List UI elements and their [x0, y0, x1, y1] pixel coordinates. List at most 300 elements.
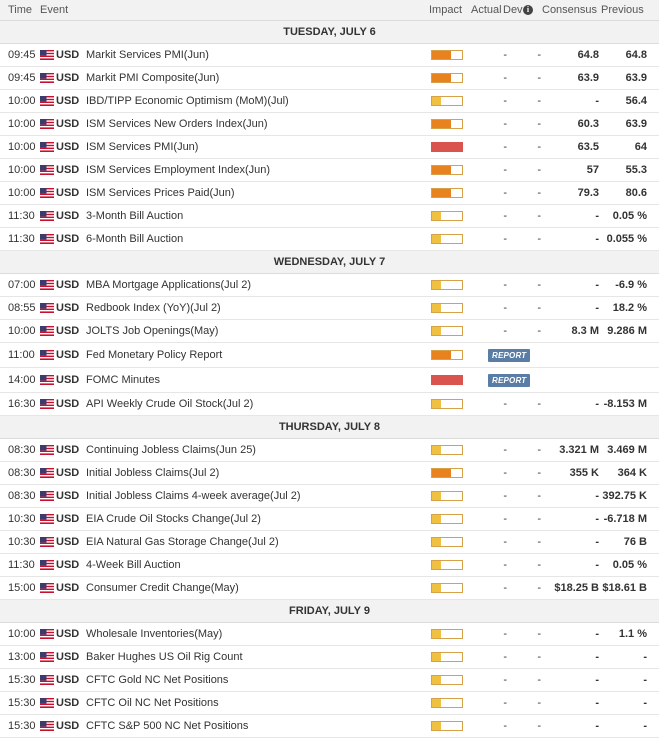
currency — [40, 95, 86, 107]
previous-value: 63.9 — [625, 72, 647, 84]
header-impact[interactable]: Impact — [429, 4, 463, 16]
us-flag-icon — [40, 675, 54, 685]
consensus-value: - — [595, 720, 599, 732]
deviation-value: - — [537, 467, 541, 479]
previous-value: 1.1 % — [618, 628, 647, 640]
event-row[interactable] — [0, 343, 659, 368]
impact-indicator — [431, 560, 471, 570]
currency-code: USD — [56, 697, 80, 709]
event-row[interactable] — [0, 228, 659, 251]
us-flag-icon — [40, 399, 54, 409]
actual-value: - — [503, 444, 507, 456]
currency — [40, 398, 86, 410]
event-row[interactable] — [0, 67, 659, 90]
currency — [40, 513, 86, 525]
impact-indicator — [431, 280, 471, 290]
impact-fill — [432, 676, 441, 684]
impact-indicator — [431, 629, 471, 639]
event-name[interactable]: 4-Week Bill Auction — [86, 559, 181, 571]
previous-value: 0.05 % — [612, 210, 647, 222]
previous-value: - — [643, 697, 647, 709]
event-row[interactable] — [0, 439, 659, 462]
calendar-header — [0, 0, 659, 21]
actual-value: - — [503, 467, 507, 479]
impact-fill — [432, 327, 441, 335]
event-time: 10:00 — [8, 164, 36, 176]
currency — [40, 72, 86, 84]
event-name[interactable]: Consumer Credit Change(May) — [86, 582, 239, 594]
impact-bar — [431, 721, 463, 731]
previous-value: 9.286 M — [607, 325, 647, 337]
actual-value: - — [503, 72, 507, 84]
event-name[interactable]: EIA Natural Gas Storage Change(Jul 2) — [86, 536, 279, 548]
currency-code: USD — [56, 49, 80, 61]
us-flag-icon — [40, 165, 54, 175]
header-event[interactable]: Event — [40, 4, 69, 16]
event-name[interactable]: Baker Hughes US Oil Rig Count — [86, 651, 243, 663]
currency-code: USD — [56, 72, 80, 84]
actual-value: - — [503, 582, 507, 594]
impact-indicator — [431, 721, 471, 731]
impact-bar — [431, 73, 463, 83]
previous-value: $18.61 B — [602, 582, 647, 594]
event-row[interactable] — [0, 113, 659, 136]
impact-indicator — [431, 73, 471, 83]
currency-code: USD — [56, 187, 80, 199]
currency — [40, 444, 86, 456]
event-row[interactable] — [0, 182, 659, 205]
impact-indicator — [431, 165, 471, 175]
currency-code: USD — [56, 210, 80, 222]
event-row[interactable] — [0, 623, 659, 646]
previous-value: 364 K — [617, 467, 647, 479]
event-name[interactable]: Wholesale Inventories(May) — [86, 628, 223, 640]
impact-fill — [432, 561, 441, 569]
event-name[interactable]: Redbook Index (YoY)(Jul 2) — [86, 302, 221, 314]
event-row[interactable] — [0, 485, 659, 508]
previous-value: 392.75 K — [602, 490, 647, 502]
impact-indicator — [431, 698, 471, 708]
impact-bar — [431, 234, 463, 244]
impact-indicator — [431, 119, 471, 129]
event-time: 13:00 — [8, 651, 36, 663]
currency-code: USD — [56, 720, 80, 732]
previous-value: 80.6 — [625, 187, 647, 199]
currency-code: USD — [56, 444, 80, 456]
currency — [40, 651, 86, 663]
actual-value: - — [503, 651, 507, 663]
deviation-value: - — [537, 582, 541, 594]
consensus-value: - — [595, 210, 599, 222]
impact-bar — [431, 629, 463, 639]
previous-value: 56.4 — [625, 95, 647, 107]
us-flag-icon — [40, 73, 54, 83]
currency — [40, 374, 86, 386]
deviation-value: - — [537, 674, 541, 686]
deviation-value: - — [537, 95, 541, 107]
event-time: 07:00 — [8, 279, 36, 291]
impact-bar — [431, 96, 463, 106]
event-name[interactable]: FOMC Minutes — [86, 374, 160, 386]
day-header: WEDNESDAY, JULY 7 — [0, 251, 659, 274]
event-row[interactable] — [0, 508, 659, 531]
previous-value: 0.05 % — [612, 559, 647, 571]
deviation-value: - — [537, 559, 541, 571]
impact-bar — [431, 491, 463, 501]
currency — [40, 697, 86, 709]
impact-indicator — [431, 468, 471, 478]
impact-indicator — [431, 583, 471, 593]
event-name[interactable]: ISM Services Employment Index(Jun) — [86, 164, 271, 176]
impact-indicator — [431, 375, 471, 385]
header-consensus[interactable]: Consensus — [542, 4, 598, 16]
actual-value: - — [503, 233, 507, 245]
event-name[interactable]: ISM Services New Orders Index(Jun) — [86, 118, 268, 130]
impact-fill — [432, 51, 451, 59]
us-flag-icon — [40, 234, 54, 244]
impact-bar — [431, 583, 463, 593]
info-icon[interactable]: i — [523, 5, 539, 15]
impact-indicator — [431, 303, 471, 313]
event-name[interactable]: CFTC S&P 500 NC Net Positions — [86, 720, 249, 732]
currency — [40, 582, 86, 594]
event-name[interactable]: Markit PMI Composite(Jun) — [86, 72, 220, 84]
us-flag-icon — [40, 721, 54, 731]
event-name[interactable]: API Weekly Crude Oil Stock(Jul 2) — [86, 398, 254, 410]
event-time: 14:00 — [8, 374, 36, 386]
actual-value: - — [503, 325, 507, 337]
deviation-value: - — [537, 651, 541, 663]
deviation-value: - — [537, 118, 541, 130]
actual-value: - — [503, 536, 507, 548]
event-row[interactable] — [0, 368, 659, 393]
previous-value: 3.469 M — [607, 444, 647, 456]
currency-code: USD — [56, 559, 80, 571]
previous-value: 55.3 — [625, 164, 647, 176]
event-name[interactable]: ISM Services Prices Paid(Jun) — [86, 187, 235, 199]
day-header: TUESDAY, JULY 6 — [0, 21, 659, 44]
currency — [40, 302, 86, 314]
event-row[interactable] — [0, 297, 659, 320]
deviation-value: - — [537, 697, 541, 709]
currency — [40, 49, 86, 61]
impact-fill — [432, 351, 451, 359]
header-time[interactable]: Time — [8, 4, 33, 16]
event-time: 09:45 — [8, 72, 36, 84]
event-name[interactable]: CFTC Oil NC Net Positions — [86, 697, 219, 709]
impact-bar — [431, 468, 463, 478]
currency — [40, 141, 86, 153]
impact-bar — [431, 326, 463, 336]
currency-code: USD — [56, 118, 80, 130]
impact-indicator — [431, 188, 471, 198]
event-row[interactable] — [0, 205, 659, 228]
header-actual[interactable]: Actual — [471, 4, 502, 16]
us-flag-icon — [40, 445, 54, 455]
deviation-value: - — [537, 72, 541, 84]
previous-value: -6.9 % — [615, 279, 647, 291]
deviation-value: - — [537, 233, 541, 245]
event-row[interactable] — [0, 669, 659, 692]
impact-fill — [432, 120, 451, 128]
impact-bar — [431, 675, 463, 685]
consensus-value: $18.25 B — [554, 582, 599, 594]
event-row[interactable] — [0, 462, 659, 485]
actual-value: - — [503, 513, 507, 525]
event-time: 09:45 — [8, 49, 36, 61]
us-flag-icon — [40, 652, 54, 662]
impact-bar — [431, 514, 463, 524]
us-flag-icon — [40, 514, 54, 524]
currency-code: USD — [56, 349, 80, 361]
impact-fill — [432, 722, 441, 730]
us-flag-icon — [40, 326, 54, 336]
currency — [40, 164, 86, 176]
impact-fill — [432, 97, 441, 105]
event-name[interactable]: ISM Services PMI(Jun) — [86, 141, 199, 153]
report-cell — [471, 349, 581, 362]
currency-code: USD — [56, 513, 80, 525]
consensus-value: - — [595, 651, 599, 663]
event-name[interactable]: IBD/TIPP Economic Optimism (MoM)(Jul) — [86, 95, 289, 107]
report-cell — [471, 374, 581, 387]
impact-bar — [431, 119, 463, 129]
event-time: 10:00 — [8, 628, 36, 640]
consensus-value: 3.321 M — [559, 444, 599, 456]
impact-fill — [432, 304, 441, 312]
us-flag-icon — [40, 211, 54, 221]
impact-indicator — [431, 326, 471, 336]
impact-bar — [431, 445, 463, 455]
event-row[interactable] — [0, 44, 659, 67]
previous-value: 63.9 — [625, 118, 647, 130]
deviation-value: - — [537, 444, 541, 456]
currency — [40, 325, 86, 337]
actual-value: - — [503, 164, 507, 176]
impact-indicator — [431, 652, 471, 662]
deviation-value: - — [537, 279, 541, 291]
impact-bar — [431, 50, 463, 60]
impact-bar — [431, 560, 463, 570]
impact-bar — [431, 350, 463, 360]
deviation-value: - — [537, 49, 541, 61]
currency — [40, 187, 86, 199]
actual-value: - — [503, 210, 507, 222]
event-time: 08:30 — [8, 490, 36, 502]
deviation-value: - — [537, 536, 541, 548]
event-name[interactable]: CFTC Gold NC Net Positions — [86, 674, 229, 686]
currency-code: USD — [56, 164, 80, 176]
impact-indicator — [431, 675, 471, 685]
impact-bar — [431, 280, 463, 290]
currency-code: USD — [56, 279, 80, 291]
event-name[interactable]: MBA Mortgage Applications(Jul 2) — [86, 279, 252, 291]
impact-bar — [431, 211, 463, 221]
consensus-value: - — [595, 302, 599, 314]
us-flag-icon — [40, 50, 54, 60]
deviation-value: - — [537, 325, 541, 337]
previous-value: 64.8 — [625, 49, 647, 61]
deviation-value: - — [537, 628, 541, 640]
us-flag-icon — [40, 583, 54, 593]
event-name[interactable]: 6-Month Bill Auction — [86, 233, 184, 245]
impact-bar — [431, 652, 463, 662]
actual-value: - — [503, 187, 507, 199]
impact-indicator — [431, 514, 471, 524]
event-row[interactable] — [0, 320, 659, 343]
us-flag-icon — [40, 375, 54, 385]
impact-bar — [431, 537, 463, 547]
impact-fill — [432, 515, 441, 523]
previous-value: - — [643, 720, 647, 732]
impact-indicator — [431, 50, 471, 60]
consensus-value: 63.9 — [577, 72, 599, 84]
currency-code: USD — [56, 490, 80, 502]
currency — [40, 674, 86, 686]
event-time: 11:00 — [8, 349, 35, 361]
currency — [40, 210, 86, 222]
impact-indicator — [431, 537, 471, 547]
deviation-value: - — [537, 141, 541, 153]
actual-value: - — [503, 302, 507, 314]
actual-value: - — [503, 398, 507, 410]
impact-bar — [431, 142, 463, 152]
event-time: 08:30 — [8, 444, 36, 456]
report-badge[interactable]: REPORT — [488, 374, 530, 387]
event-row[interactable] — [0, 715, 659, 738]
impact-fill — [432, 630, 441, 638]
consensus-value: 64.8 — [577, 49, 599, 61]
actual-value: - — [503, 720, 507, 732]
event-time: 10:00 — [8, 187, 36, 199]
us-flag-icon — [40, 142, 54, 152]
impact-bar — [431, 303, 463, 313]
event-time: 15:30 — [8, 720, 36, 732]
event-name[interactable]: 3-Month Bill Auction — [86, 210, 184, 222]
event-row[interactable] — [0, 393, 659, 416]
currency — [40, 233, 86, 245]
consensus-value: - — [595, 279, 599, 291]
previous-value: 76 B — [623, 536, 647, 548]
header-dev[interactable]: Dev — [503, 4, 523, 16]
consensus-value: - — [595, 95, 599, 107]
actual-value: - — [503, 118, 507, 130]
event-row[interactable] — [0, 274, 659, 297]
currency-code: USD — [56, 374, 80, 386]
previous-value: 64 — [634, 141, 647, 153]
previous-value: -8.153 M — [603, 398, 647, 410]
consensus-value: - — [595, 536, 599, 548]
currency-code: USD — [56, 651, 80, 663]
event-time: 10:00 — [8, 141, 36, 153]
header-previous[interactable]: Previous — [601, 4, 644, 16]
impact-indicator — [431, 350, 471, 360]
impact-fill — [432, 166, 451, 174]
deviation-value: - — [537, 210, 541, 222]
event-name[interactable]: Continuing Jobless Claims(Jun 25) — [86, 444, 256, 456]
impact-fill — [432, 469, 451, 477]
event-time: 10:00 — [8, 118, 36, 130]
currency-code: USD — [56, 95, 80, 107]
us-flag-icon — [40, 560, 54, 570]
event-name[interactable]: Initial Jobless Claims 4-week average(Jul 2) — [86, 490, 301, 502]
event-name[interactable]: Initial Jobless Claims(Jul 2) — [86, 467, 220, 479]
event-row[interactable] — [0, 554, 659, 577]
us-flag-icon — [40, 491, 54, 501]
actual-value: - — [503, 141, 507, 153]
event-row[interactable] — [0, 531, 659, 554]
event-name[interactable]: EIA Crude Oil Stocks Change(Jul 2) — [86, 513, 261, 525]
currency-code: USD — [56, 536, 80, 548]
calendar-body — [0, 21, 659, 738]
event-time: 16:30 — [8, 398, 36, 410]
actual-value: - — [503, 559, 507, 571]
previous-value: - — [643, 674, 647, 686]
consensus-value: 8.3 M — [571, 325, 599, 337]
us-flag-icon — [40, 629, 54, 639]
event-row[interactable] — [0, 159, 659, 182]
event-name[interactable]: Fed Monetary Policy Report — [86, 349, 223, 361]
us-flag-icon — [40, 698, 54, 708]
event-name[interactable]: Markit Services PMI(Jun) — [86, 49, 209, 61]
impact-indicator — [431, 96, 471, 106]
impact-fill — [432, 699, 441, 707]
currency — [40, 349, 86, 361]
deviation-value: - — [537, 513, 541, 525]
deviation-value: - — [537, 164, 541, 176]
consensus-value: 57 — [586, 164, 599, 176]
deviation-value: - — [537, 302, 541, 314]
previous-value: 18.2 % — [612, 302, 647, 314]
consensus-value: 79.3 — [577, 187, 599, 199]
impact-fill — [432, 281, 441, 289]
currency — [40, 720, 86, 732]
report-badge[interactable]: REPORT — [488, 349, 530, 362]
currency — [40, 559, 86, 571]
event-row[interactable] — [0, 90, 659, 113]
us-flag-icon — [40, 119, 54, 129]
currency-code: USD — [56, 141, 80, 153]
event-time: 11:30 — [8, 559, 35, 571]
day-header: THURSDAY, JULY 8 — [0, 416, 659, 439]
impact-bar — [431, 375, 463, 385]
impact-fill — [432, 400, 441, 408]
event-name[interactable]: JOLTS Job Openings(May) — [86, 325, 219, 337]
event-row[interactable] — [0, 646, 659, 669]
event-time: 11:30 — [8, 210, 35, 222]
currency-code: USD — [56, 582, 80, 594]
currency-code: USD — [56, 467, 80, 479]
actual-value: - — [503, 697, 507, 709]
consensus-value: 60.3 — [577, 118, 599, 130]
us-flag-icon — [40, 96, 54, 106]
impact-fill — [432, 492, 441, 500]
deviation-value: - — [537, 490, 541, 502]
impact-indicator — [431, 142, 471, 152]
deviation-value: - — [537, 187, 541, 199]
day-header: FRIDAY, JULY 9 — [0, 600, 659, 623]
us-flag-icon — [40, 537, 54, 547]
actual-value: - — [503, 490, 507, 502]
event-time: 15:30 — [8, 697, 36, 709]
event-time: 08:55 — [8, 302, 36, 314]
event-row[interactable] — [0, 136, 659, 159]
currency — [40, 490, 86, 502]
impact-fill — [432, 189, 451, 197]
currency — [40, 279, 86, 291]
event-row[interactable] — [0, 577, 659, 600]
impact-fill — [432, 212, 441, 220]
